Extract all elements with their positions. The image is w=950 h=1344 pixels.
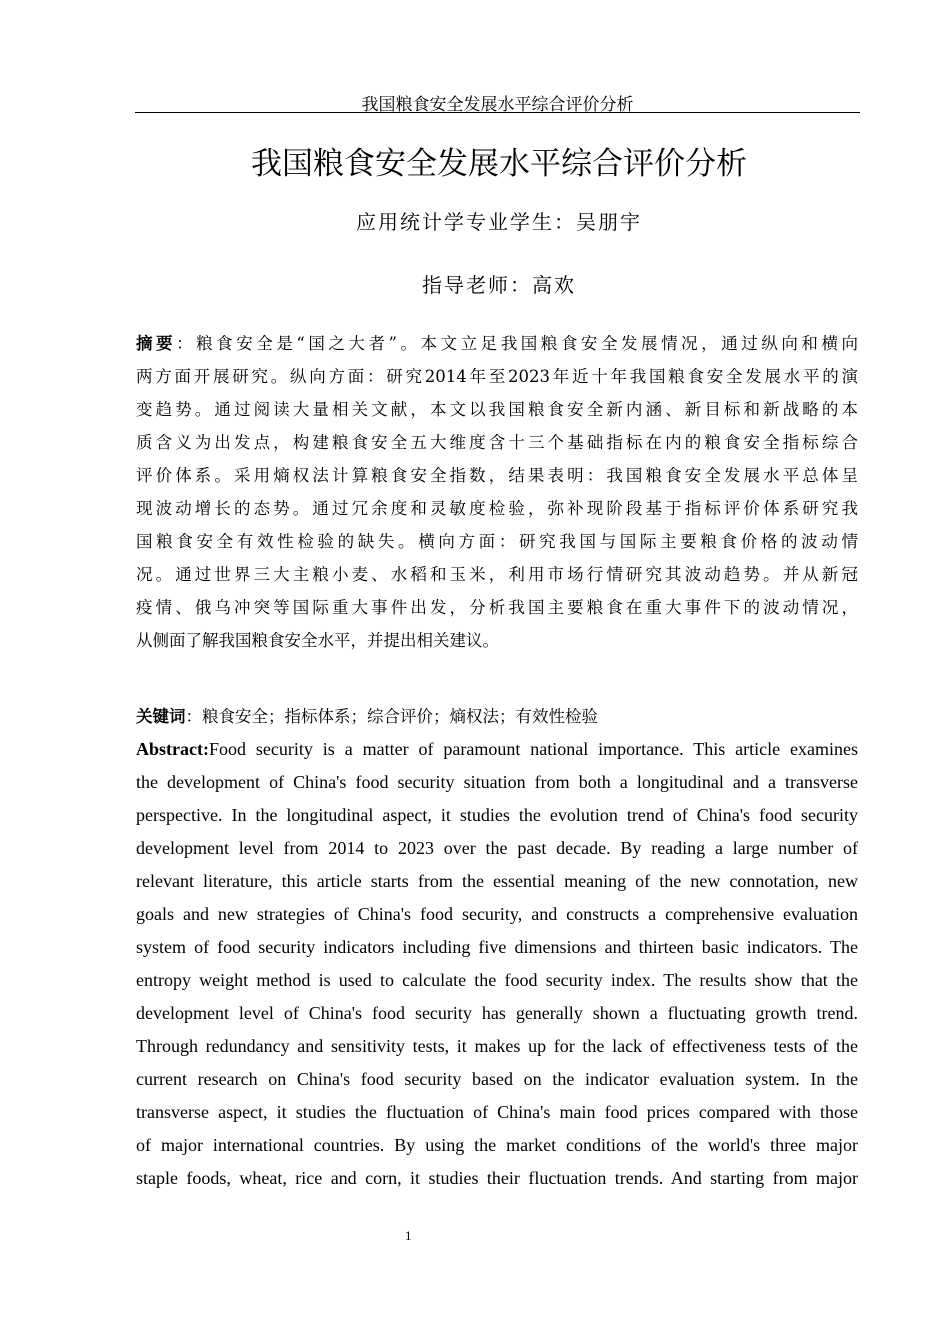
abstract-line [136,459,858,492]
keywords-text: ：粮食安全；指标体系；综合评价；熵权法；有效性检验 [185,707,598,726]
abstract-line-text: ：粮食安全是“国之大者”。本文立足我国粮食安全发展情况，通过纵向和横向 [176,334,858,353]
abstract-line [136,898,858,931]
abstract-line [136,492,858,525]
abstract-line-text: 变趋势。通过阅读大量相关文献，本文以我国粮食安全新内涵、新目标和新战略的本 [136,400,858,419]
abstract-line-text: 国粮食安全有效性检验的缺失。横向方面：研究我国与国际主要粮食价格的波动情 [136,532,858,551]
abstract-line [136,832,858,865]
abstract-line [136,393,858,426]
abstract-line-text: development level of China's food security has generally shown a fluctuating growth trend. [136,1003,858,1023]
abstract-line [136,360,858,393]
abstract-line [136,525,858,558]
advisor-line: 指导老师：高欢 [422,273,576,297]
abstract-label: 摘要 [136,334,177,353]
abstract-line-text: current research on China's food security based on the indicator evaluation system. In the [136,1069,858,1089]
abstract-line [136,1162,858,1195]
running-header: 我国粮食安全发展水平综合评价分析 [361,95,634,115]
abstract-line [136,766,858,799]
abstract-line [136,327,858,360]
abstract-line [136,591,858,624]
abstract-line-text: perspective. In the longitudinal aspect, it studies the evolution trend of China's food security [136,805,858,825]
abstract-line-text: 从侧面了解我国粮食安全水平，并提出相关建议。 [136,631,499,650]
abstract-line-text: staple foods, wheat, rice and corn, it studies their fluctuation trends. And starting from major [136,1168,858,1188]
abstract-line [136,558,858,591]
abstract-line [136,964,858,997]
keywords [136,700,858,733]
abstract-line-text: system of food security indicators including five dimensions and thirteen basic indicators. The [136,937,858,957]
abstract-line-text: development level from 2014 to 2023 over the past decade. By reading a large number of [136,838,858,858]
header-rule [135,112,860,113]
abstract-line-text: of major international countries. By using the market conditions of the world's three major [136,1135,858,1155]
abstract-line-text: 质含义为出发点，构建粮食安全五大维度含十三个基础指标在内的粮食安全指标综合 [136,433,858,452]
abstract-line [136,799,858,832]
abstract-line [136,1030,858,1063]
chinese-abstract [136,327,858,657]
abstract-line-text: 况。通过世界三大主粮小麦、水稻和玉米，利用市场行情研究其波动趋势。并从新冠 [136,565,858,584]
abstract-line [136,931,858,964]
abstract-line [136,426,858,459]
abstract-line [136,1096,858,1129]
abstract-line [136,624,858,657]
abstract-label: Abstract: [136,739,209,759]
abstract-line-text: relevant literature, this article starts from the essential meaning of the new connotation, new [136,871,858,891]
abstract-line [136,1063,858,1096]
abstract-line-text: 评价体系。采用熵权法计算粮食安全指数，结果表明：我国粮食安全发展水平总体呈 [136,466,858,485]
abstract-line-text: 疫情、俄乌冲突等国际重大事件出发，分析我国主要粮食在重大事件下的波动情况， [136,598,858,617]
english-abstract [136,733,858,1195]
abstract-line [136,733,858,766]
abstract-line-text: 两方面开展研究。纵向方面：研究2014年至2023年近十年我国粮食安全发展水平的演 [136,367,858,386]
abstract-line [136,997,858,1030]
abstract-line [136,1129,858,1162]
author-line: 应用统计学专业学生：吴朋宇 [356,210,642,234]
abstract-line-text: goals and new strategies of China's food security, and constructs a comprehensive evaluation [136,904,858,924]
abstract-line [136,865,858,898]
page-number: 1 [405,1228,412,1243]
abstract-line-text: transverse aspect, it studies the fluctuation of China's main food prices compared with those [136,1102,858,1122]
abstract-line-text: Through redundancy and sensitivity tests, it makes up for the lack of effectiveness tests of the [136,1036,858,1056]
abstract-line-text: 现波动增长的态势。通过冗余度和灵敏度检验，弥补现阶段基于指标评价体系研究我 [136,499,858,518]
abstract-line-text: Food security is a matter of paramount national importance. This article examines [208,739,858,759]
abstract-line-text: entropy weight method is used to calculate the food security index. The results show that the [136,970,858,990]
keywords-label: 关键词 [136,707,186,726]
abstract-line-text: the development of China's food security situation from both a longitudinal and a transverse [136,772,858,792]
page-title: 我国粮食安全发展水平综合评价分析 [251,146,747,182]
